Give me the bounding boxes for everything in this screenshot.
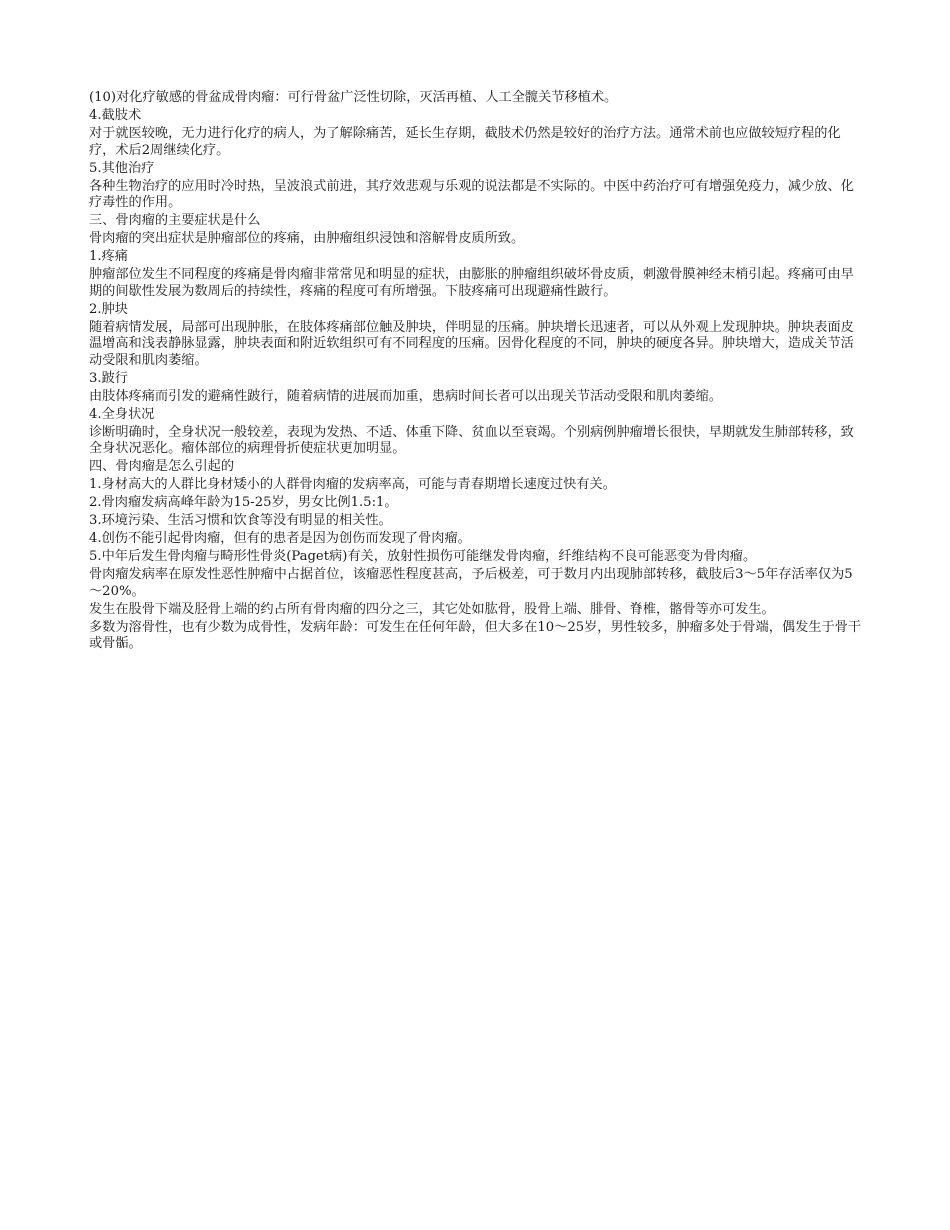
paragraph-limp: 由肢体疼痛而引发的避痛性跛行，随着病情的进展而加重，患病时间长者可以出现关节活动受限和肌肉萎缩。 bbox=[89, 388, 722, 404]
heading-mass: 2.肿块 bbox=[89, 301, 128, 317]
paragraph-mass: 随着病情发展，局部可出现肿胀，在肢体疼痛部位触及肿块，伴明显的压痛。肿块增长迅速者，可以从外观上发现肿块。肿块表面皮温增高和浅表静脉显露，肿块表面和附近软组织可有不同程度的压痛。因骨化程度的不同，肿块的硬度各异。肿块增大，造成关节活动受限和肌肉萎缩。 bbox=[89, 319, 854, 368]
paragraph-age-type: 多数为溶骨性，也有少数为成骨性，发病年龄：可发生在任何年龄，但大多在10～25岁，男性较多，肿瘤多处于骨端，偶发生于骨干或骨骺。 bbox=[89, 619, 862, 651]
paragraph-pelvic-osteosarcoma-surgery: (10)对化疗敏感的骨盆成骨肉瘤：可行骨盆广泛性切除，灭活再植、人工全髋关节移植术。 bbox=[89, 90, 618, 105]
heading-amputation: 4.截肢术 bbox=[89, 108, 142, 123]
paragraph-cause-4: 4.创伤不能引起骨肉瘤，但有的患者是因为创伤而发现了骨肉瘤。 bbox=[89, 531, 471, 546]
paragraph-cause-5: 5.中年后发生骨肉瘤与畸形性骨炎(Paget病)有关，放射性损伤可能继发骨肉瘤，纤维结构不良可能恶变为骨肉瘤。 bbox=[89, 549, 757, 564]
paragraph-symptoms-intro: 骨肉瘤的突出症状是肿瘤部位的疼痛，由肿瘤组织浸蚀和溶解骨皮质所致。 bbox=[89, 231, 525, 246]
section-heading-symptoms: 三、骨肉瘤的主要症状是什么 bbox=[89, 213, 261, 228]
paragraph-cause-2: 2.骨肉瘤发病高峰年龄为15-25岁，男女比例1.5:1。 bbox=[89, 495, 398, 510]
heading-other-treatment: 5.其他治疗 bbox=[89, 160, 155, 176]
document-body bbox=[89, 90, 864, 654]
section-heading-causes: 四、骨肉瘤是怎么引起的 bbox=[89, 459, 235, 474]
paragraph-cause-3: 3.环境污染、生活习惯和饮食等没有明显的相关性。 bbox=[89, 513, 392, 528]
paragraph-general-condition: 诊断明确时，全身状况一般较差，表现为发热、不适、体重下降、贫血以至衰竭。个别病例肿瘤增长很快，早期就发生肺部转移，致全身状况恶化。瘤体部位的病理骨折使症状更加明显。 bbox=[89, 424, 854, 456]
paragraph-location: 发生在股骨下端及胫骨上端的约占所有骨肉瘤的四分之三，其它处如肱骨，股骨上端、腓骨、脊椎，髂骨等亦可发生。 bbox=[89, 601, 775, 617]
paragraph-cause-1: 1.身材高大的人群比身材矮小的人群骨肉瘤的发病率高，可能与青春期增长速度过快有关。 bbox=[89, 477, 616, 492]
paragraph-incidence: 骨肉瘤发病率在原发性恶性肿瘤中占据首位，该瘤恶性程度甚高，予后极差，可于数月内出现肺部转移，截肢后3～5年存活率仅为5～20%。 bbox=[89, 567, 853, 599]
heading-pain: 1.疼痛 bbox=[89, 249, 128, 264]
paragraph-pain: 肿瘤部位发生不同程度的疼痛是骨肉瘤非常常见和明显的症状，由膨胀的肿瘤组织破坏骨皮质，刺激骨膜神经末梢引起。疼痛可由早期的间歇性发展为数周后的持续性，疼痛的程度可有所增强。下肢疼痛可出现避痛性跛行。 bbox=[89, 267, 854, 299]
paragraph-amputation: 对于就医较晚，无力进行化疗的病人，为了解除痛苦，延长生存期，截肢术仍然是较好的治疗方法。通常术前也应做较短疗程的化疗，术后2周继续化疗。 bbox=[89, 126, 841, 158]
heading-general-condition: 4.全身状况 bbox=[89, 406, 155, 422]
paragraph-other-treatment: 各种生物治疗的应用时冷时热，呈波浪式前进，其疗效悲观与乐观的说法都是不实际的。中医中药治疗可有增强免疫力，减少放、化疗毒性的作用。 bbox=[89, 178, 854, 210]
heading-limp: 3.跛行 bbox=[89, 370, 128, 386]
